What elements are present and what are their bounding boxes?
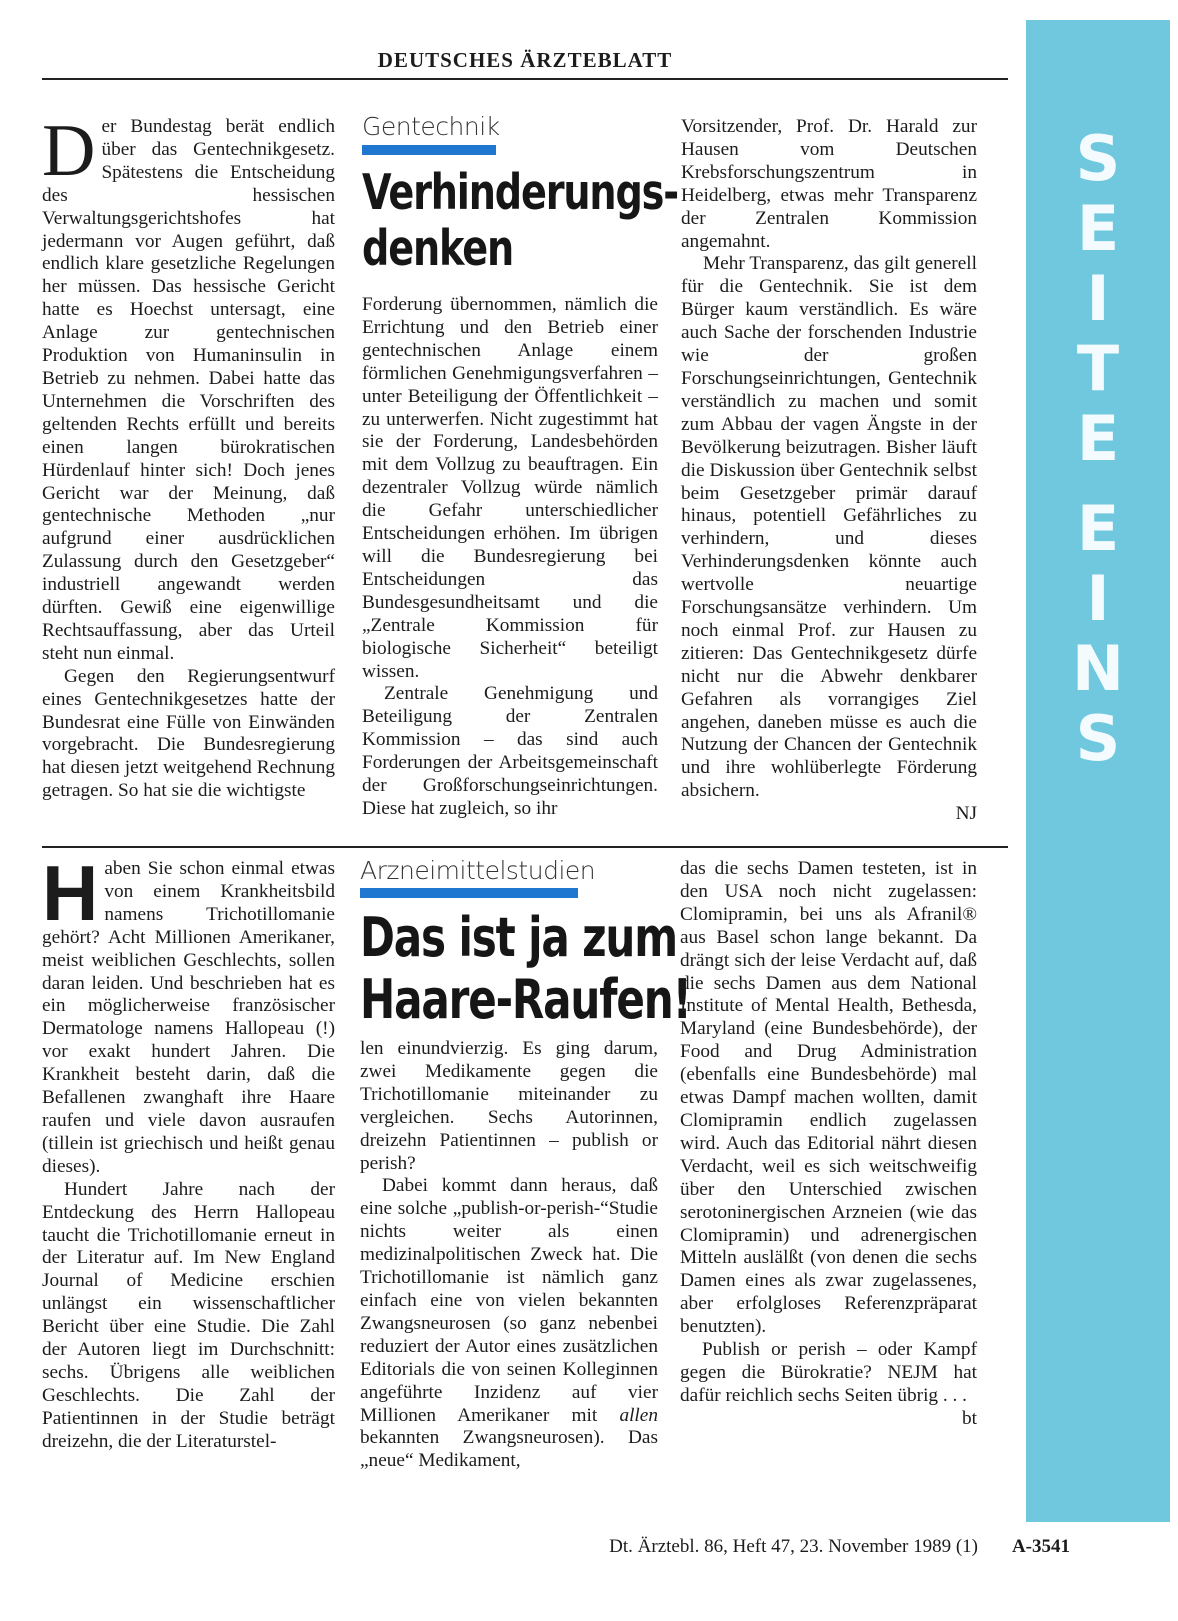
paragraph: Publish or perish – oder Kampf gegen die Bürokratie? NEJM hat dafür reichlich sechs Seiten übrig . . . bbox=[680, 1339, 977, 1406]
paragraph bbox=[360, 1175, 658, 1473]
paragraph: er Bundestag berät endlich über das Gentechnikgesetz. Spätestens die Entscheidung des hessischen Verwaltungsgerichtshofes hat jedermann vor Augen geführt, daß endlich klare gesetzliche Regelungen her müssen. Das hessische Gericht hatte es Hoechst untersagt, eine Anlage zur gentechnischen Produktion von Humaninsulin in Betrieb zu nehmen. Dabei hatte das Unternehmen die Vorschriften des geltenden Rechts erfüllt und bereits einen langen bürokratischen Hürdenlauf hinter sich! Doch jenes Gericht war der Meinung, daß gentechnische Methoden „nur aufgrund einer ausdrücklichen Zulassung durch den Gesetzgeber“ industriell angewandt werden dürften. Gewiß eine eigenwillige Rechtsauffassung, aber das Urteil steht nun einmal. bbox=[42, 116, 335, 664]
paragraph: len einundvierzig. Es ging darum, zwei Medikamente gegen die Trichotillomanie miteinander zu vergleichen. Sechs Autorinnen, dreizehn Patientinnen – publish or perish? bbox=[360, 1038, 658, 1174]
paragraph: aben Sie schon einmal etwas von einem Krankheitsbild namens Trichotillomanie gehört? Acht Millionen Amerikaner, meist weiblichen Geschlechts, sollen daran leiden. Und beschrieben hat es ein möglicherweise französischer Dermatologe namens Hallopeau (!) vor exakt hundert Jahren. Die Krankheit besteht darin, daß die Befallenen zwanghaft ihre Haare raufen und viele davon ausraufen (tillein ist griechisch und heißt genau dieses). bbox=[42, 858, 335, 1177]
seite-eins-sidebar bbox=[1026, 20, 1170, 1522]
sidebar-letter: T bbox=[1076, 332, 1120, 405]
sidebar-letter: S bbox=[1075, 122, 1121, 195]
paragraph: Mehr Transparenz, das gilt generell für die Gentechnik. Sie ist dem Bürger kaum verständlich. Es wäre auch Sache der forschenden Industrie wie der großen Forschungseinrichtungen, Gentechnik verständlich zu machen und somit zum Abbau der vagen Ängste in der Bevölkerung beizutragen. Bisher läuft die Diskussion über Gentechnik selbst beim Gesetzgeber primär darauf hinaus, potentiell Gefährliches zu verhindern, und dieses Verhinderungsdenken könnte auch wertvolle neuartige Forschungsansätze verhindern. Um noch einmal Prof. zur Hausen zu zitieren: Das Gentechnikgesetz dürfe nicht nur die Abwehr denkbarer Gefahren als vorrangiges Ziel angehen, daneben müsse es auch die Nutzung der Chancen der Gentechnik und ihre wohlüberlegte Förderung absichern. bbox=[681, 253, 977, 802]
dropcap: D bbox=[42, 110, 96, 192]
author-signature: bt bbox=[962, 1407, 977, 1429]
page-number: A-3541 bbox=[1011, 1536, 1070, 1557]
sidebar-letter: N bbox=[1072, 632, 1124, 705]
sidebar-letter: E bbox=[1076, 402, 1120, 475]
article1-headline-line-1: Verhinderungs- bbox=[362, 164, 678, 221]
article2-column-3 bbox=[680, 858, 977, 1431]
sidebar-letter: E bbox=[1076, 492, 1120, 565]
emphasis: allen bbox=[619, 1404, 658, 1426]
paragraph: Hundert Jahre nach der Entdeckung des Herrn Hallopeau taucht die Trichotillomanie erneut in der Literatur auf. Im New England Journal of Medicine erschien unlängst ein wissenschaftlicher Bericht über eine Studie. Die Zahl der Autoren liegt im Durchschnitt: sechs. Übrigens alle weiblichen Geschlechts. Die Zahl der Patientinnen in der Studie beträgt dreizehn, die der Literaturstel- bbox=[42, 1178, 335, 1452]
kicker-bar bbox=[362, 145, 496, 155]
citation: Dt. Ärztebl. 86, Heft 47, 23. November 1989 (1) bbox=[609, 1536, 978, 1557]
paragraph: Zentrale Genehmigung und Beteiligung der Zentralen Kommission – das sind auch Forderungen der Arbeitsgemeinschaft der Großforschungseinrichtungen. Diese hat zugleich, so ihr bbox=[362, 683, 658, 819]
article2-headline-line-1: Das ist ja zum bbox=[360, 906, 677, 969]
paragraph: Gegen den Regierungsentwurf eines Gentechnikgesetzes hatte der Bundesrat eine Fülle von Einwänden vorgebracht. Die Bundesregierung hat diesen jetzt weitgehend Rechnung getragen. So hat sie die wichtigste bbox=[42, 665, 335, 802]
author-signature: NJ bbox=[955, 803, 977, 825]
article1-column-2 bbox=[362, 294, 658, 821]
sidebar-letter: S bbox=[1075, 702, 1121, 775]
sidebar-letter: I bbox=[1086, 562, 1110, 635]
paragraph: Vorsitzender, Prof. Dr. Harald zur Hausen vom Deutschen Krebsforschungszentrum in Heidelberg, etwas mehr Transparenz der Zentralen Kommission angemahnt. bbox=[681, 116, 977, 252]
article1-column-3 bbox=[681, 116, 977, 826]
article1-kicker: Gentechnik bbox=[362, 112, 500, 141]
article2-kicker: Arzneimittelstudien bbox=[360, 856, 596, 885]
masthead bbox=[42, 44, 1008, 80]
paragraph-text: bekannten Zwangsneurosen). Das „neue“ Medikament, bbox=[360, 1427, 658, 1472]
paragraph: das die sechs Damen testeten, ist in den USA noch nicht zugelassen: Clomipramin, bei uns als Afranil® aus Basel schon lange bekannt. Da drängt sich der leise Verdacht auf, daß die sechs Damen aus dem National Institute of Mental Health, Bethesda, Maryland (eine Bundesbehörde), der Food and Drug Administration (ebenfalls eine Bundesbehörde) mal etwas Dampf machen wollten, damit Clomipramin endlich zugelassen wird. Auch das Editorial nährt diesen Verdacht, weil es sich weitschweifig über den Unterschied zwischen serotoninergischen Arzneien (wie das Clomipramin) und adrenergischen Mitteln auslälßt (von denen die sechs Damen eines als zwar zugelassenes, aber erfolgloses Referenzpräparat benutzten). bbox=[680, 858, 977, 1338]
article2-column-2 bbox=[360, 1038, 658, 1473]
masthead-title: DEUTSCHES ÄRZTEBLATT bbox=[377, 48, 673, 72]
article2-column-1 bbox=[42, 849, 335, 1454]
sidebar-letter: I bbox=[1086, 262, 1110, 335]
kicker-bar bbox=[360, 888, 578, 898]
sidebar-letter: E bbox=[1076, 192, 1120, 265]
dropcap: H bbox=[42, 849, 99, 937]
section-divider bbox=[42, 846, 1008, 848]
paragraph-text: Dabei kommt dann heraus, daß eine solche „publish-or-perish-“Studie nichts weiter als einen medizinalpolitischen Zweck hat. Die Trichotillomanie ist nämlich ganz einfach eine von vielen bekannten Zwangsneurosen (so ganz nebenbei reduziert der Autor eines zusätzlichen Editorials die von seinen Kolleginnen angeführte Inzidenz auf vier Millionen Amerikaner mit bbox=[360, 1175, 658, 1426]
article2-headline-line-2: Haare-Raufen! bbox=[360, 968, 691, 1031]
paragraph: Forderung übernommen, nämlich die Errichtung und den Betrieb einer gentechnischen Anlage einem förmlichen Genehmigungsverfahren – unter Beteiligung der Öffentlichkeit – zu unterwerfen. Nicht zugestimmt hat sie der Forderung, Landesbehörden mit dem Vollzug zu beauftragen. Ein dezentraler Vollzug würde nämlich die Gefahr unterschiedlicher Entscheidungen erhöhen. Im übrigen will die Bundesregierung bei Entscheidungen das Bundesgesundheitsamt und die „Zentrale Kommission für biologische Sicherheit“ beteiligt wissen. bbox=[362, 294, 658, 682]
article1-headline-line-2: denken bbox=[362, 220, 514, 277]
article1-column-1 bbox=[42, 110, 335, 803]
